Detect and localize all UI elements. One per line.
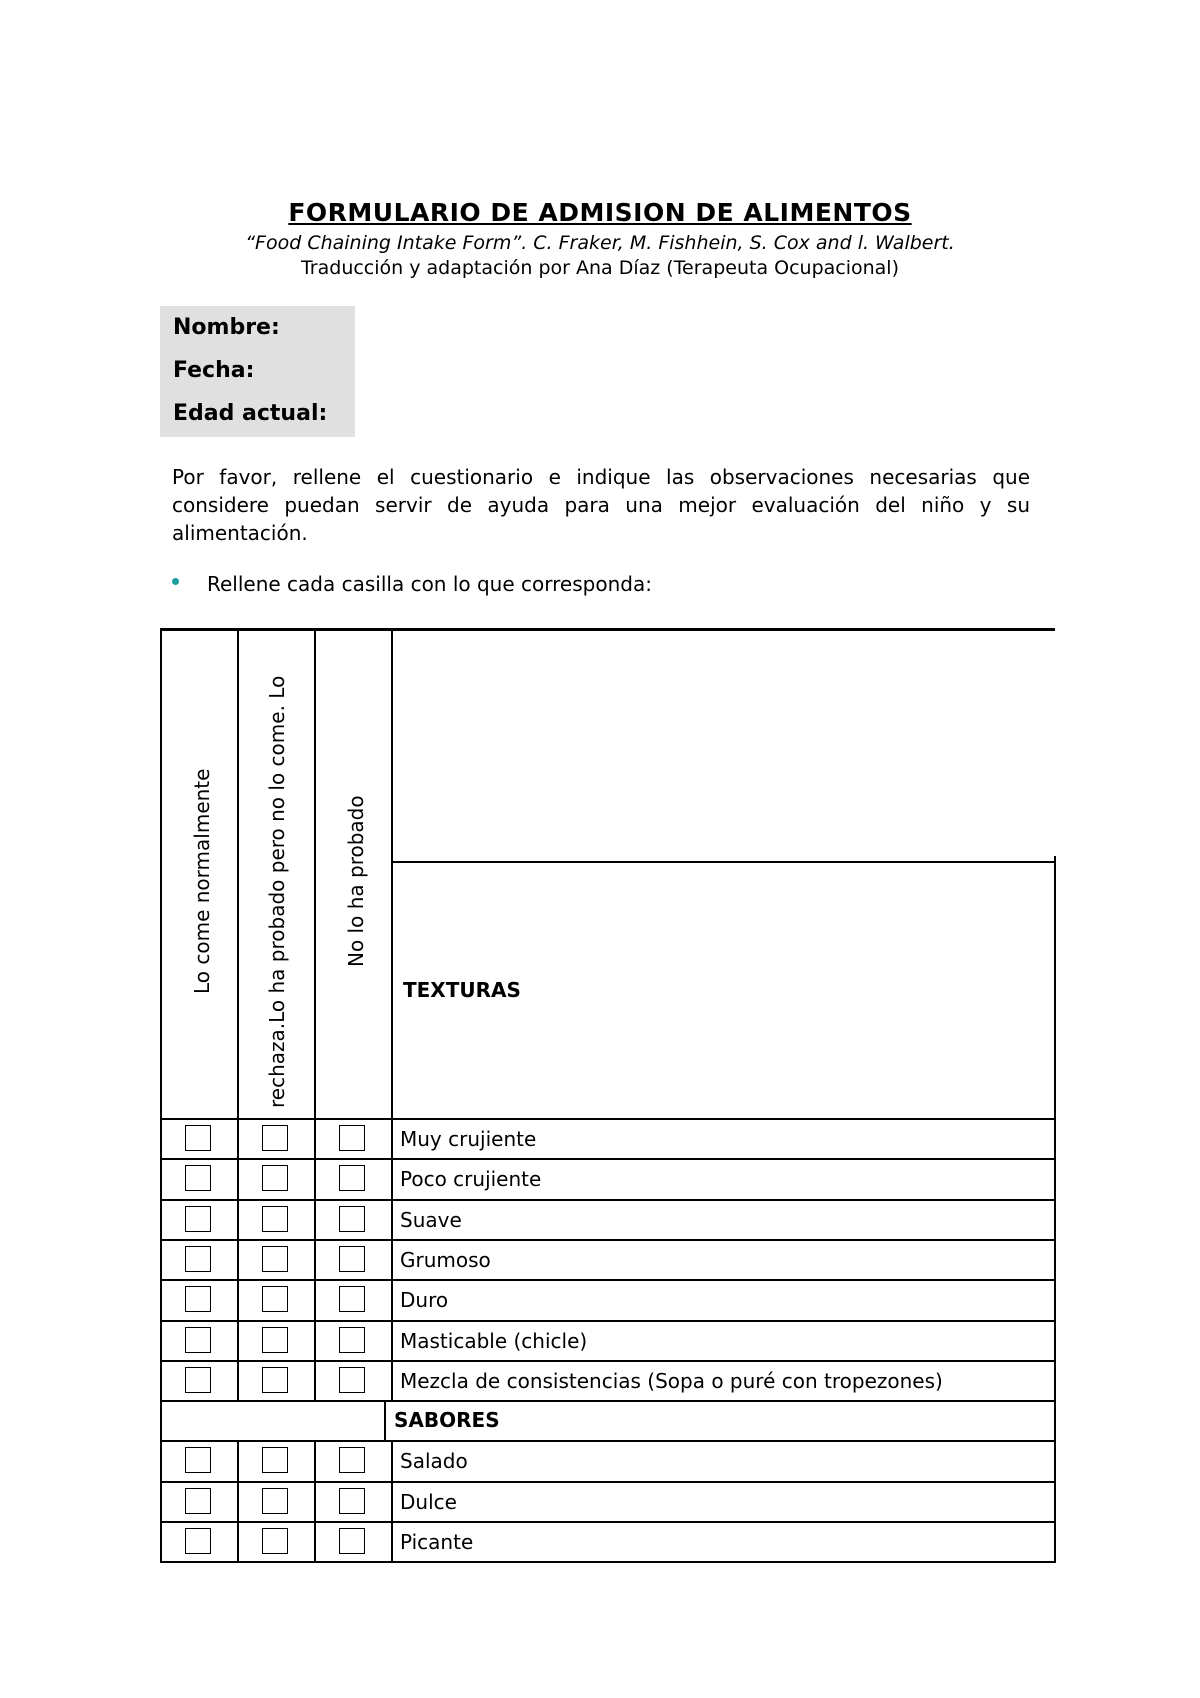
column-divider — [391, 1158, 393, 1200]
column-header-3 — [314, 631, 390, 1116]
date-label: Fecha: — [173, 358, 255, 383]
column-header-label: rechaza.Lo ha probado pero no lo come. Lo — [265, 675, 289, 1108]
row-divider — [160, 1199, 1055, 1201]
section-title-sabores: SABORES — [394, 1408, 500, 1433]
row-divider — [160, 1481, 1055, 1483]
food-row-label: Muy crujiente — [400, 1127, 537, 1151]
name-label: Nombre: — [173, 315, 280, 340]
column-divider — [237, 1320, 239, 1362]
checkbox[interactable] — [185, 1206, 211, 1232]
header-split-line — [391, 861, 1055, 863]
column-divider — [237, 1239, 239, 1281]
checkbox[interactable] — [262, 1286, 288, 1312]
checkbox[interactable] — [339, 1488, 365, 1514]
column-divider — [391, 1239, 393, 1281]
food-row-label: Dulce — [400, 1489, 457, 1514]
column-divider — [314, 1158, 316, 1200]
column-divider — [391, 1199, 393, 1241]
checkbox[interactable] — [339, 1327, 365, 1353]
row-divider — [160, 1521, 1055, 1523]
checkbox[interactable] — [262, 1327, 288, 1353]
column-divider — [314, 628, 316, 1118]
checkbox[interactable] — [185, 1488, 211, 1514]
column-divider — [237, 1440, 239, 1482]
patient-info-box — [160, 306, 355, 437]
age-label: Edad actual: — [173, 401, 328, 426]
food-row-label: Grumoso — [400, 1247, 491, 1272]
translation-credit: Traducción y adaptación por Ana Díaz (Terapeuta Ocupacional) — [300, 257, 900, 279]
food-row-label: Masticable (chicle) — [400, 1328, 588, 1353]
food-row-label: Mezcla de consistencias (Sopa o puré con tropezones) — [400, 1368, 943, 1393]
checkbox[interactable] — [262, 1447, 288, 1473]
checkbox[interactable] — [339, 1125, 365, 1151]
row-divider — [160, 1158, 1055, 1160]
checkbox[interactable] — [185, 1165, 211, 1191]
checkbox[interactable] — [339, 1165, 365, 1191]
table-left-border — [160, 628, 162, 1563]
column-divider — [314, 1118, 316, 1160]
column-divider — [391, 1320, 393, 1362]
column-divider — [391, 1481, 393, 1523]
column-divider — [237, 1158, 239, 1200]
source-credit: “Food Chaining Intake Form”. C. Fraker, M. Fishhein, S. Cox and l. Walbert. — [245, 232, 955, 254]
food-row-label: Salado — [400, 1449, 468, 1474]
column-divider — [314, 1360, 316, 1402]
column-divider — [237, 628, 239, 1118]
checkbox[interactable] — [185, 1528, 211, 1554]
checkbox[interactable] — [262, 1488, 288, 1514]
row-divider — [160, 1440, 1055, 1442]
column-header-1 — [160, 631, 236, 1116]
column-divider — [314, 1440, 316, 1482]
food-row-label: Duro — [400, 1288, 449, 1313]
row-divider — [160, 1279, 1055, 1281]
column-divider — [314, 1239, 316, 1281]
checkbox[interactable] — [339, 1447, 365, 1473]
column-divider — [237, 1481, 239, 1523]
checkbox[interactable] — [185, 1367, 211, 1393]
column-divider — [391, 1440, 393, 1482]
food-row-label: Picante — [400, 1530, 474, 1554]
column-divider — [314, 1481, 316, 1523]
checkbox[interactable] — [262, 1165, 288, 1191]
column-divider — [391, 628, 393, 1118]
checkbox[interactable] — [185, 1327, 211, 1353]
checkbox[interactable] — [262, 1367, 288, 1393]
table-top-border — [160, 628, 1055, 631]
column-divider — [314, 1279, 316, 1321]
row-divider — [160, 1320, 1055, 1322]
column-divider — [391, 1118, 393, 1160]
checkbox[interactable] — [262, 1528, 288, 1554]
page-title: FORMULARIO DE ADMISION DE ALIMENTOS — [288, 198, 912, 227]
food-row-label: Poco crujiente — [400, 1167, 542, 1192]
row-divider — [160, 1239, 1055, 1241]
column-divider — [314, 1521, 316, 1563]
checkbox[interactable] — [185, 1125, 211, 1151]
bullet-icon — [172, 578, 179, 585]
column-divider — [314, 1320, 316, 1362]
column-divider — [237, 1118, 239, 1160]
checkbox[interactable] — [185, 1246, 211, 1272]
table-right-border — [1054, 856, 1056, 1563]
checkbox[interactable] — [262, 1125, 288, 1151]
checkbox[interactable] — [339, 1286, 365, 1312]
row-divider — [160, 1400, 1055, 1402]
row-divider — [160, 1360, 1055, 1362]
checkbox[interactable] — [185, 1447, 211, 1473]
column-divider — [314, 1199, 316, 1241]
column-divider — [391, 1521, 393, 1563]
column-divider — [384, 1400, 386, 1442]
checkbox[interactable] — [339, 1528, 365, 1554]
column-divider — [391, 1279, 393, 1321]
checkbox[interactable] — [262, 1206, 288, 1232]
header-bottom-line — [160, 1118, 1055, 1120]
column-divider — [237, 1279, 239, 1321]
checkbox[interactable] — [339, 1246, 365, 1272]
checkbox[interactable] — [185, 1286, 211, 1312]
bullet-instruction: Rellene cada casilla con lo que corresponda: — [207, 572, 652, 596]
instructions-paragraph: Por favor, rellene el cuestionario e indique las observaciones necesarias que considere puedan servir de ayuda para una mejor evaluación del niño y su alimentación. — [172, 465, 1030, 545]
column-header-2 — [237, 631, 313, 1116]
column-header-label: No lo ha probado — [344, 795, 368, 967]
section-title-texturas: TEXTURAS — [403, 978, 521, 1002]
column-divider — [391, 1360, 393, 1402]
food-row-label: Suave — [400, 1207, 462, 1232]
column-divider — [237, 1199, 239, 1241]
column-header-label: Lo come normalmente — [190, 768, 214, 994]
column-divider — [237, 1360, 239, 1402]
row-divider — [160, 1561, 1055, 1563]
checkbox[interactable] — [262, 1246, 288, 1272]
checkbox[interactable] — [339, 1367, 365, 1393]
column-divider — [237, 1521, 239, 1563]
checkbox[interactable] — [339, 1206, 365, 1232]
